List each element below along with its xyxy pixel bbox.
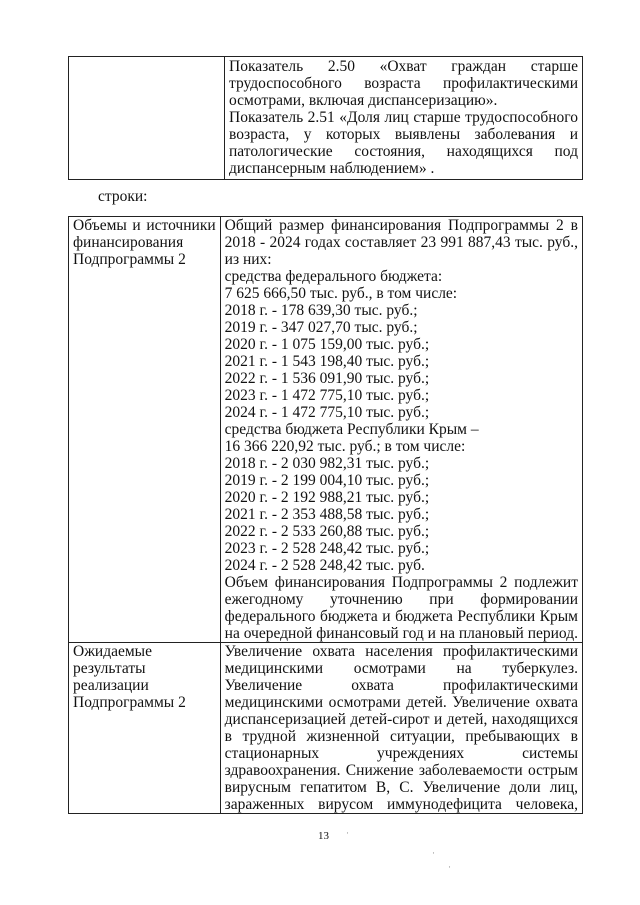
text-line: ежегодному уточнению при формировании [224,591,578,608]
text-line: из них: [224,251,272,268]
text-line: 2018 г. - 178 639,30 тыс. руб.; [224,302,418,319]
section-label: строки: [98,188,148,205]
text-line: диспансеризацией детей-сирот и детей, находящихся [224,711,578,728]
indicators-cell [225,57,583,180]
empty-left-cell [69,57,225,180]
text-line: трудоспособного возраста профилактическими [229,75,578,92]
text-line: 2019 г. - 2 199 004,10 тыс. руб.; [224,472,430,489]
text-line: здравоохранения. Снижение заболеваемости острым [224,762,578,779]
text-line: средства федерального бюджета: [224,268,443,285]
text-line: стационарных учреждениях системы [224,745,578,762]
text-line: 2024 г. - 2 528 248,42 тыс. руб. [224,557,425,574]
text-line: 2022 г. - 1 536 091,90 тыс. руб.; [224,370,430,387]
text-line: медицинскими осмотрами на туберкулез. [224,660,578,677]
text-line: федерального бюджета и бюджета Республики Крым [224,608,578,625]
text-line: Показатель 2.50 «Охват граждан старше [229,58,578,75]
text-line: 2024 г. - 1 472 775,10 тыс. руб.; [224,404,430,421]
text-line: 2021 г. - 2 353 488,58 тыс. руб.; [224,506,430,523]
label-line: результаты [73,660,146,677]
text-line: 2022 г. - 2 533 260,88 тыс. руб.; [224,523,430,540]
text-line: в трудной жизненной ситуации, пребывающих в [224,728,578,745]
text-line: Общий размер финансирования Подпрограммы 2 в [224,217,578,234]
label-line: финансирования [73,234,184,251]
text-line: 2018 - 2024 годах составляет 23 991 887,43 тыс. руб., [224,234,578,251]
text-line: медицинскими осмотрами детей. Увеличение охвата [224,694,578,711]
text-line: Показатель 2.51 «Доля лиц старше трудоспособного [229,109,578,126]
text-line: 2023 г. - 2 528 248,42 тыс. руб.; [224,540,430,557]
text-line: 2018 г. - 2 030 982,31 тыс. руб.; [224,455,430,472]
label-line: реализации [73,677,149,694]
results-label-cell [69,643,221,814]
funding-label-cell [69,217,221,643]
funding-content-cell [220,217,582,643]
text-line: 2021 г. - 1 543 198,40 тыс. руб.; [224,353,430,370]
label-line: Подпрограммы 2 [73,251,186,268]
text-line: средства бюджета Республики Крым – [224,421,479,438]
continued-table [68,56,583,180]
text-line: Увеличение охвата населения профилактическими [224,643,578,660]
table-row [69,57,583,180]
text-line: возраста, у которых выявлены заболевания и [229,126,578,143]
text-line: Увеличение охвата профилактическими [224,677,578,694]
label-line: Подпрограммы 2 [73,694,186,711]
text-line: зараженных вирусом иммунодефицита человека, [224,796,578,813]
scan-speck: · [346,828,349,838]
text-line: Объем финансирования Подпрограммы 2 подлежит [224,574,578,591]
table-row [69,643,583,814]
scan-speck: · [432,848,435,858]
label-line: Объемы и источники [73,217,216,234]
results-content-cell [220,643,582,814]
text-line: 2020 г. - 2 192 988,21 тыс. руб.; [224,489,430,506]
passport-table [68,216,583,814]
text-line: 16 366 220,92 тыс. руб.; в том числе: [224,438,466,455]
text-line: 2023 г. - 1 472 775,10 тыс. руб.; [224,387,430,404]
text-line: вирусным гепатитом В, С. Увеличение доли лиц, [224,779,578,796]
text-line: патологические состояния, находящихся под [229,143,578,160]
label-line: Ожидаемые [73,643,152,660]
text-line: осмотрами, включая диспансеризацию». [229,92,498,109]
text-line: на очередной финансовый год и на плановый период. [224,625,578,642]
text-line: диспансерным наблюдением» . [229,160,435,177]
text-line: 7 625 666,50 тыс. руб., в том числе: [224,285,458,302]
text-line: 2020 г. - 1 075 159,00 тыс. руб.; [224,336,430,353]
page-number: 13 [318,830,329,842]
table-row [69,217,583,643]
text-line: 2019 г. - 347 027,70 тыс. руб.; [224,319,418,336]
scan-speck: · [448,862,451,872]
